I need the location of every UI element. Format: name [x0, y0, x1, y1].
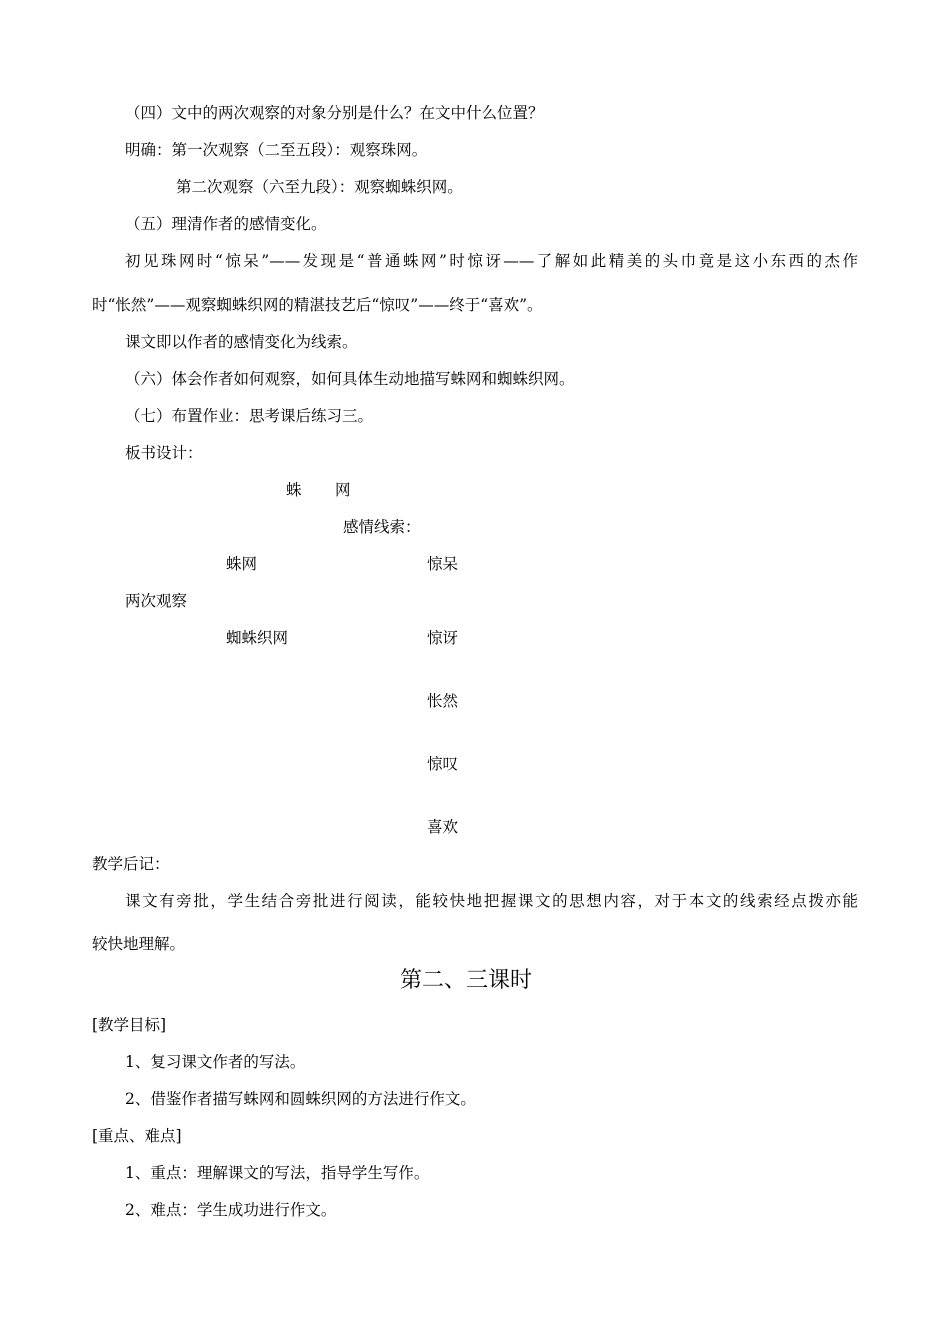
section-four-question: （四）文中的两次观察的对象分别是什么？在文中什么位置？	[125, 104, 544, 122]
objective-item: 1、复习课文作者的写法。	[125, 1053, 306, 1071]
board-emotion-2: 惊讶	[427, 629, 459, 647]
lesson-title: 第二、三课时	[400, 968, 533, 993]
section-four-answer-second: 第二次观察（六至九段）：观察蜘蛛织网。	[176, 178, 463, 196]
section-four-answer-first: 明确：第一次观察（二至五段）：观察珠网。	[125, 141, 428, 159]
section-five-paragraph-line-1: 初见珠网时“惊呆”——发现是“普通蛛网”时惊讶——了解如此精美的头巾竟是这小东西的杰作	[125, 252, 858, 270]
board-emotion-5: 喜欢	[427, 818, 459, 836]
section-six-heading: （六）体会作者如何观察，如何具体生动地描写蛛网和蜘蛛织网。	[125, 370, 575, 388]
section-five-heading: （五）理清作者的感情变化。	[125, 215, 327, 233]
board-emotion-1: 惊呆	[427, 555, 459, 573]
board-emotion-3: 怅然	[427, 692, 459, 710]
section-five-paragraph-line-2: 时“怅然”——观察蜘蛛织网的精湛技艺后“惊叹”——终于“喜欢”。	[92, 296, 543, 314]
objectives-label: [教学目标]	[92, 1016, 167, 1034]
board-design-label: 板书设计：	[125, 444, 203, 462]
board-emotion-clue-label: 感情线索：	[343, 518, 421, 536]
board-title-char-1: 蛛	[286, 481, 302, 499]
board-emotion-4: 惊叹	[427, 755, 459, 773]
key-point-item: 2、难点：学生成功进行作文。	[125, 1201, 337, 1219]
board-observation-label: 两次观察	[125, 592, 188, 610]
teaching-notes-line-2: 较快地理解。	[92, 935, 186, 953]
board-observation-2: 蜘蛛织网	[226, 629, 289, 647]
key-points-label: [重点、难点]	[92, 1127, 182, 1145]
section-seven-heading: （七）布置作业：思考课后练习三。	[125, 407, 374, 425]
objective-item: 2、借鉴作者描写蛛网和圆蛛织网的方法进行作文。	[125, 1090, 476, 1108]
key-point-item: 1、重点：理解课文的写法，指导学生写作。	[125, 1164, 430, 1182]
teaching-notes-line-1: 课文有旁批，学生结合旁批进行阅读，能较快地把握课文的思想内容，对于本文的线索经点拨亦能	[125, 892, 858, 910]
teaching-notes-label: 教学后记：	[92, 855, 170, 873]
section-five-summary: 课文即以作者的感情变化为线索。	[125, 333, 358, 351]
board-title-char-2: 网	[335, 481, 351, 499]
board-observation-1: 蛛网	[226, 555, 258, 573]
